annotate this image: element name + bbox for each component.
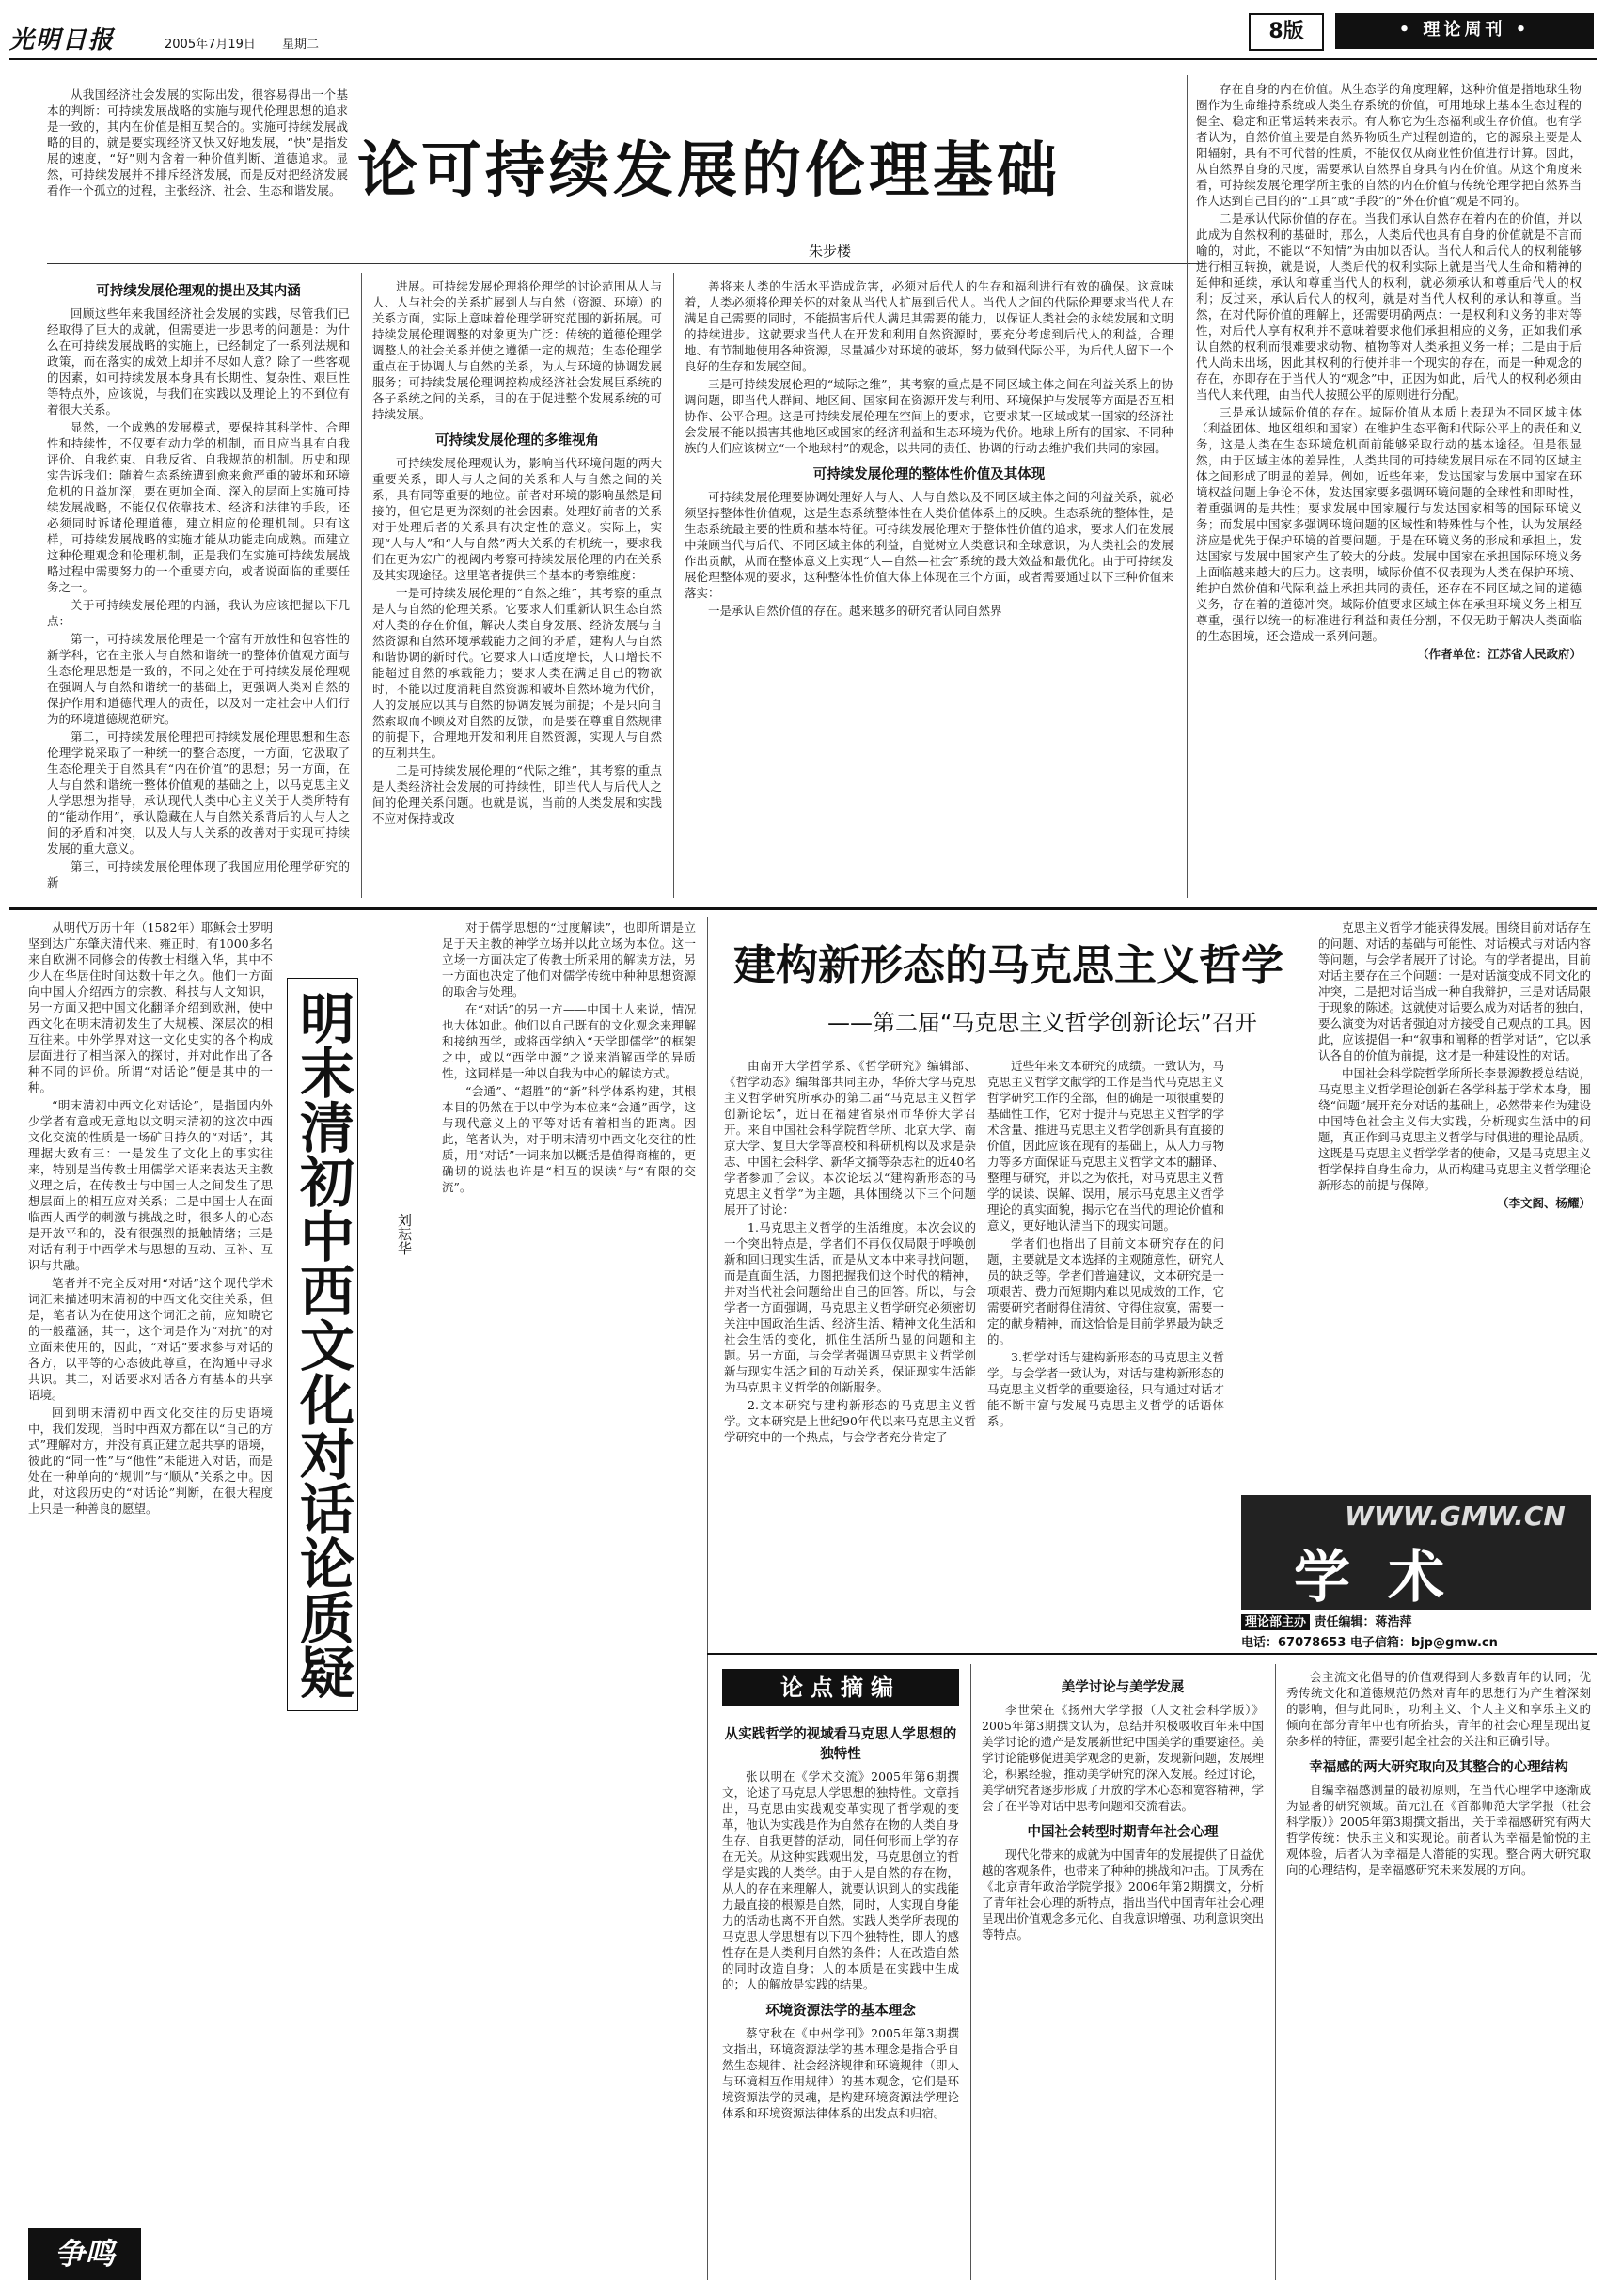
article1-col2 bbox=[372, 278, 662, 828]
article1-subhead-2: 可持续发展伦理的多维视角 bbox=[435, 433, 599, 448]
article3-byline: （李文阁、杨耀） bbox=[1496, 1196, 1591, 1210]
paragraph: 第二，可持续发展伦理把可持续发展伦理思想和生态伦理学说采取了一种统一的整合态度，一方面，它汲取了生态伦理关于自然具有“内在价值”的思想；另一方面，在人与自然和谐统一整体价值观的基础之上，以马克思主义人学思想为指导，承认现代人类中心主义关于人类所特有的“能动作用”，承认隐藏在人与自然关系背后的人与人之间的矛盾和冲突，以及人与人关系的改善对于实现可持续发展的重大意义。 bbox=[47, 730, 350, 856]
paragraph: 三是可持续发展伦理的“域际之维”，其考察的重点是不同区域主体之间在利益关系上的协调问题，即当代人群间、地区间、国家间在资源开发与利用、环境保护与发展等方面是否互相协作、公平合理。这是可持续发展伦理在空间上的要求，它要求某一区域或某一国家的经济社会发展不能以损害其他地区或国家的经济利益和生态环境为代价。地球上所有的国家、不同种族的人们应该树立“一个地球村”的观念，以共同的责任、协调的行动去维护我们共同的家园。 bbox=[685, 377, 1173, 455]
paragraph: 中国社会科学院哲学所所长李景源教授总结说，马克思主义哲学理论创新在各学科基于学术本身，围绕“问题”展开充分对话的基础上，必然带来作为建设中国特色社会主义伟大实践，分析现实生活中的问题，真正作到马克思主义哲学与时俱进的理论品质。这既是马克思主义哲学学者的使命，又是马克思主义哲学保持自身生命力，从而构建马克思主义哲学理论新形态的前提与保障。 bbox=[1318, 1066, 1591, 1192]
divider bbox=[970, 1664, 971, 2280]
paragraph: 3.哲学对话与建构新形态的马克思主义哲学。与会学者一致认为，对话与建构新形态的马克思主义哲学的重要途径，只有通过对话才能不断丰富与发展马克思主义哲学的话语体系。 bbox=[987, 1350, 1224, 1428]
lundian-item-body: 蔡守秋在《中州学刊》2005年第3期撰文指出，环境资源法学的基本理念是指合乎自然生态规律、社会经济规律和环境规律（即人与环境相互作用规律）的基本观念，它们是环境资源法学的灵魂，是构建环境资源法学理论体系和环境资源法律体系的出发点和归宿。 bbox=[722, 2026, 959, 2120]
divider bbox=[361, 273, 362, 898]
section-tab: • 理论周刊 • bbox=[1335, 13, 1594, 49]
article3-title: 建构新形态的马克思主义哲学 bbox=[733, 940, 1284, 990]
divider bbox=[1187, 75, 1188, 898]
paragraph: 近些年来文本研究的成绩。一致认为，马克思主义哲学文献学的工作是当代马克思主义哲学研究工作的全部，但的确是一项很重要的基础性工作，它对于提升马克思主义哲学的学术含量、推进马克思主义哲学创新具有直接的价值，因此应该在现有的基础上，从人力与物力等多方面保证马克思主义哲学文本的翻译、整理与研究，并以之为依托，对马克思主义哲学的误读、误解、误用，展示马克思主义哲学理论的真实面貌，揭示它在当代的理论价值和意义，更好地认清当下的现实问题。 bbox=[987, 1059, 1224, 1233]
divider bbox=[673, 273, 674, 898]
section-rule bbox=[707, 1653, 1597, 1655]
article3-col1 bbox=[724, 1058, 976, 1447]
lundian-item-title: 美学讨论与美学发展 bbox=[1061, 1680, 1185, 1695]
issue-weekday: 星期二 bbox=[282, 38, 320, 52]
paragraph: 二是承认代际价值的存在。当我们承认自然存在着内在的价值，并以此成为自然权利的基础时，那么，人类后代也具有自身的价值就是不言而喻的，对此，不能以“不知情”为由加以否认。当代人和后代人的权利能够进行相互转换，就是说，人类后代的权利实际上就是当代人生命和精神的延伸和延续，承认和尊重当代人的权利，就必须承认和尊重后代人的权利；反过来，承认后代人的权利，就是对当代人权利的承认和尊重。当然，在对代际价值的理解上，还需要明确两点：一是权利和义务的非对等性，对后代人享有权利并不意味着要求他们承担相应的义务，正如我们承认自然的权利而很难要求动物、植物等对人类承担义务一样；二是由于后代人尚未出场，因此其权利的行使并非一个现实的存在，而是一种观念的存在，亦即存在于当代人的“观念”中，正因为如此，后代人的权利必须由当代人来代理，由当代人按照公平的原则进行分配。 bbox=[1196, 212, 1582, 401]
article1-col4 bbox=[1196, 81, 1582, 662]
paragraph: 笔者并不完全反对用“对话”这个现代学术词汇来描述明末清初的中西文化交往关系，但是，笔者认为在使用这个词汇之前，应知晓它的一般蕴涵，其一，这个词是作为“对抗”的对立面来使用的，因此，“对话”要求参与对话的各方，以平等的心态彼此尊重，在沟通中寻求共识。其二，对话要求对话各方有基本的共享语境。 bbox=[28, 1276, 273, 1402]
lundian-item-body: 现代化带来的成就为中国青年的发展提供了日益优越的客观条件，也带来了种种的挑战和冲击。丁凤秀在《北京青年政治学院学报》2006年第2期撰文，分析了青年社会心理的新特点，指出当代中国青年社会心理呈现出价值观念多元化、自我意识增强、功利意识突出等特点。 bbox=[982, 1848, 1264, 1942]
paragraph: 对于儒学思想的“过度解读”，也即所谓是立足于天主教的神学立场并以此立场为本位。这一立场一方面决定了传教士所采用的解读方法，另一方面也决定了他们对儒学传统中种种思想资源的取舍与处理。 bbox=[442, 920, 696, 999]
article1-subhead-3: 可持续发展伦理的整体性价值及其体现 bbox=[812, 467, 1046, 482]
lundian-item-body: 张以明在《学术交流》2005年第6期撰文，论述了马克思人学思想的独特性。文章指出，马克思由实践观变革实现了哲学观的变革，他认为实践是作为自然存在物的人类自身生存、自我更替的活动，同任何形而上学的存在无关。从这种实践观出发，马克思创立的哲学是实践的人类学。由于人是自然的存在物，从人的存在来理解人，就要认识到人的实践能力最直接的根源是自然，同时，人实现自身能力的活动也离不开自然。实践人类学所表现的马克思人学思想有以下四个独特性，即人的感性存在是人类利用自然的条件；人在改造自然的同时改造自身；人的本质是在实践中生成的；人的解放是实践的结果。 bbox=[722, 1769, 959, 1991]
lundian-item-title: 从实践哲学的视域看马克思人学思想的独特性 bbox=[724, 1727, 957, 1762]
paragraph: 三是承认域际价值的存在。域际价值从本质上表现为不同区域主体（利益团体、地区组织和国家）在维护生态平衡和代际公平上的责任和义务，这是人类在生态环境危机面前能够采取行动的基本途径。但是很显然，由于区域主体的差异性，人类共同的可持续发展目标在不同的区域主体之间形成了明显的差异。例如，近些年来，发达国家与发展中国家在环境权益问题上争论不休，发达国家要多强调环境问题的全球性和即时性，着重强调的是共性；要求发展中国家履行与发达国家相等的国际环境义务；而发展中国家多强调环境问题的区域性和特殊性与个性，认为发展经济应是优先于保护环境的首要问题。于是在环境义务的形成和承担上，发达国家与发展中国家产生了较大的分歧。发展中国家在承担国际环境义务上面临越来越大的压力。这表明，域际价值不仅表现为人类在保护环境、维护自然价值和代际利益上承担共同的责任，还存在不同区域之间的道德义务，存在着的道德冲突。域际价值要求区域主体在承担环境义务上相互尊重，强行以统一的标准进行利益和责任分割，不仅无助于解决人类面临的生态困境，还会造成一系列问题。 bbox=[1196, 405, 1582, 643]
divider bbox=[707, 917, 708, 2280]
lundian-item-title: 幸福感的两大研究取向及其整合的心理结构 bbox=[1309, 1760, 1568, 1775]
issue-date: 2005年7月19日 bbox=[165, 38, 256, 52]
article1-author: 朱步楼 bbox=[809, 243, 852, 259]
article2-author: 刘耘华 bbox=[396, 1213, 413, 1255]
paragraph: 一是可持续发展伦理的“自然之维”，其考察的重点是人与自然的伦理关系。它要求人们重新认识生态自然对人类的存在价值，解决人类自身发展、经济发展与自然资源和自然环境承载能力之间的矛盾，建构人与自然和谐协调的新时代。它要求人口适度增长，人口增长不能超过自然的承载能力；要求人类在满足自己的物欲时，不能以过度消耗自然资源和破坏自然环境为代价，人的发展应以其与自然的协调发展为前提；不是只向自然索取而不顾及对自然的反馈，而是要在尊重自然规律的前提下，合理地开发和利用自然资源，实现人与自然的互利共生。 bbox=[372, 586, 662, 760]
zhengming-badge bbox=[28, 2228, 141, 2280]
lundian-item-body: 李世荣在《扬州大学学报（人文社会科学版）》2005年第3期撰文认为，总结并积极吸收百年来中国美学讨论的遗产是发展新世纪中国美学的重要途径。美学讨论能够促进美学观念的更新，发现新问题，发展理论，积累经验，推动美学研究的深入发展。经过讨论，美学研究者逐步形成了开放的学术心态和宽容精神，学会了在平等对话中思考问题和交流看法。 bbox=[982, 1703, 1264, 1813]
paragraph: 二是可持续发展伦理的“代际之维”，其考察的重点是人类经济社会发展的可持续性，即当代人与后代人之间的伦理关系问题。也就是说，当前的人类发展和实践不应对保持或改 bbox=[372, 763, 662, 826]
article2-col2 bbox=[442, 920, 696, 2236]
paragraph: 1.马克思主义哲学的生活维度。本次会议的一个突出特点是，学者们不再仅仅局限于呼唤创新和回归现实生活，而是从文本中来寻找问题，而是直面生活，力图把握我们这个时代的精神，并对当代社会问题给出自己的回答。所以，与会学者一方面强调，马克思主义哲学研究必须密切关注中国政治生活、经济生活、精神文化生活和社会生活的变化，抓住生活所凸显的问题和主题。另一方面，与会学者强调马克思主义哲学创新与现实生活之间的互动关系，保证现实生活能为马克思主义哲学的创新服务。 bbox=[724, 1220, 976, 1394]
lundian-header-text: 论点摘编 bbox=[780, 1675, 901, 1701]
article1-intro bbox=[47, 86, 348, 200]
paragraph: 显然，一个成熟的发展模式，要保持其科学性、合理性和持续性，不仅要有动力学的机制，而且应当具有自我评价、自我约束、自我反省、自我规范的机制。历史和现实告诉我们：随着生态系统遭到愈来愈严重的破坏和环境危机的日益加深，要在更加全面、深入的层面上实施可持续发展战略，不能仅仅依靠技术、经济和法律的手段，还必须同时诉诸伦理道德，建立相应的伦理机制。只有这样，可持续发展战略的实施才能从功能走向成熟。而建立这种伦理观念和伦理机制，正是我们在实施可持续发展战略过程中需要努力的一个重要方向，或者说面临的重要任务之一。 bbox=[47, 420, 350, 594]
lundian-item-body: 自编幸福感测量的最初原则，在当代心理学中逐渐成为显著的研究领域。苗元江在《首都师范大学学报（社会科学版）》2005年第3期撰文指出，关于幸福感研究有两大哲学传统：快乐主义和实现论。前者认为幸福是愉悦的主观体验，后者认为幸福是人潜能的实现。整合两大研究取向的心理结构，是幸福感研究未来发展的方向。 bbox=[1286, 1783, 1591, 1877]
article1-col1 bbox=[47, 273, 350, 892]
xueshu-banner bbox=[1241, 1495, 1591, 1610]
paragraph: 克思主义哲学才能获得发展。围绕目前对话存在的问题、对话的基础与可能性、对话模式与对话内容等问题，与会学者展开了讨论。有的学者提出，目前对话主要存在三个问题：一是对话演变成不同文化的冲突，二是把对话当成一种自我辩护，三是对话局限于现象的陈述。这就使对话要么成为对话者的独白，要么演变为对话者强迫对方接受自己观点的工具。因此，应该提倡一种“叙事和阐释的哲学对话”，它以承认各自的价值为前提，这才是一种建设性的对话。 bbox=[1318, 920, 1591, 1062]
article3-col3 bbox=[1318, 920, 1591, 1211]
paragraph: 善将来人类的生活水平造成危害，必须对后代人的生存和福利进行有效的确保。这意味着，人类必须将伦理关怀的对象从当代人扩展到后代人。当代人之间的代际伦理要求当代人在满足自己需要的同时，不能损害后代人满足其需要的能力，以保证人类社会的永续发展和文明的持续进步。这就要求当代人在开发和利用自然资源时，要充分考虑到后代人的利益，合理地、有节制地使用各种资源，尽量减少对环境的破坏，努力做到代际公平，为后代人留下一个良好的生存和发展空间。 bbox=[685, 279, 1173, 373]
article1-byline: （作者单位：江苏省人民政府） bbox=[1416, 647, 1582, 661]
lundian-col3-top: 会主流文化倡导的价值观得到大多数青年的认同；优秀传统文化和道德规范仍然对青年的思想行为产生着深刻的影响，但与此同时，功利主义、个人主义和享乐主义的倾向在部分青年中也有所抬头，青年的社会心理呈现出复杂多样的特征，需要引起全社会的关注和正确引导。 bbox=[1286, 1670, 1591, 1748]
lundian-item-title: 中国社会转型时期青年社会心理 bbox=[1027, 1825, 1219, 1840]
paragraph: 关于可持续发展伦理的内涵，我认为应该把握以下几点： bbox=[47, 598, 350, 628]
paragraph: 2.文本研究与建构新形态的马克思主义哲学。文本研究是上世纪90年代以来马克思主义哲学研究中的一个热点，与会学者充分肯定了 bbox=[724, 1398, 976, 1444]
banner-editor-row bbox=[1241, 1612, 1591, 1629]
article3-subtitle: ——第二届“马克思主义哲学创新论坛”召开 bbox=[827, 1010, 1257, 1036]
paragraph: 在“对话”的另一方——中国士人来说，情况也大体如此。他们以自己既有的文化观念来理解和接纳西学，或将西学纳入“天学即儒学”的框架之中，或以“西学中源”之说来消解西学的异质性，这同样是一种以自我为中心的解读方式。 bbox=[442, 1002, 696, 1080]
zhengming-label: 争鸣 bbox=[54, 2236, 115, 2272]
article1-title: 论可持续发展的伦理基础 bbox=[357, 136, 1061, 206]
lundian-col3 bbox=[1286, 1669, 1591, 2280]
lundian-col1 bbox=[722, 1716, 959, 2280]
paragraph: “明末清初中西文化对话论”，是指国内外少学者有意或无意地以文明末清初的这次中西文化交流的性质是一场矿日持久的“对话”，其理据大致有三：一是发生了文化上的事实往来，特别是当传教士用儒学术语来表达天主教义理之后，在传教士与中国士人之间发生了思想层面上的相互应对关系；二是中国士人在面临西人西学的刺激与挑战之时，很多人的心态是开放平和的，没有很强烈的抵触情绪；三是对话有利于中西学术与思想的互动、互补、互识与共融。 bbox=[28, 1098, 273, 1272]
paragraph: 由南开大学哲学系、《哲学研究》编辑部、《哲学动态》编辑部共同主办，华侨大学马克思主义哲学研究所承办的第二届“马克思主义哲学创新论坛”，近日在福建省泉州市华侨大学召开。来自中国社会科学院哲学所、北京大学、南京大学、复旦大学等高校和科研机构以及求是杂志、中国社会科学、新华文摘等杂志社的近40名学者参加了会议。本次论坛以“建构新形态的马克思主义哲学”为主题，具体围绕以下三个问题展开了讨论： bbox=[724, 1059, 976, 1217]
article2-title: 明末清初中西文化对话论质疑 bbox=[287, 978, 358, 1711]
masthead-rule bbox=[9, 58, 1597, 60]
paragraph: 一是承认自然价值的存在。越来越多的研究者认同自然界 bbox=[708, 604, 1002, 618]
paragraph: “会通”、“超胜”的“新”科学体系构建，其根本目的仍然在于以中学为本位来“会通”西学，这与现代意义上的平等对话有着相当的距离。因此，笔者认为，对于明末清初中西文化交往的性质，用“对话”一词来加以概括是值得商榷的，更确切的说法也许是“相互的误读”与“有限的交流”。 bbox=[442, 1084, 696, 1194]
banner-editor-label: 理论部主办 bbox=[1241, 1614, 1310, 1630]
article1-intro-text: 从我国经济社会发展的实际出发，很容易得出一个基本的判断：可持续发展战略的实施与现代伦理思想的追求是一致的，其内在价值是相互契合的。实施可持续发展战略的目的，就是要实现经济又快又好地发展，“快”是指发展的速度，“好”则内含着一种价值判断、道德追求。显然，可持续发展并不排斥经济发展，而是反对把经济发展看作一个孤立的过程，主张经济、社会、生态和谐发展。 bbox=[47, 87, 348, 197]
page-number: 8版 bbox=[1249, 13, 1324, 51]
section-rule bbox=[9, 907, 1597, 910]
lundian-item-title: 环境资源法学的基本理念 bbox=[765, 2004, 916, 2019]
paragraph: 存在自身的内在价值。从生态学的角度理解，这种价值是指地球生物圈作为生命维持系统或人类生存系统的价值，可用地球上基本生态过程的健全、稳定和正常运转来表示。有人称它为生态福利或生存价值。也有学者认为，自然价值主要是自然界物质生产过程创造的，它的源泉主要是太阳辐射，具有不可代替的性质，不能仅仅从商业性价值进行计算。因此，从自然界自身的尺度，需要承认自然界自身具有内在价值。从这个角度来看，可持续发展伦理学所主张的自然的内在价值与传统伦理学把自然界当作人达到自己目的的“工具”或“手段”的“外在价值”观是不同的。 bbox=[1196, 82, 1582, 208]
article1-title-rule bbox=[47, 263, 1204, 264]
lundian-col2 bbox=[982, 1669, 1264, 2280]
article2-col1 bbox=[28, 920, 273, 2217]
paragraph: 进展。可持续发展伦理将伦理学的讨论范围从人与人、人与社会的关系扩展到人与自然（资源、环境）的关系方面，实际上意味着伦理学研究范围的新拓展。可持续发展伦理调整的对象更为广泛：传统的道德伦理学调整人的社会关系并使之遵循一定的规范；生态伦理学重点在于协调人与自然的关系，为人与环境的协调发展服务；可持续发展伦理调控构成经济社会发展巨系统的各子系统之间的关系，目的在于促进整个发展系统的可持续发展。 bbox=[372, 279, 662, 421]
divider bbox=[1275, 1664, 1276, 2280]
article1-subhead-1: 可持续发展伦理观的提出及其内涵 bbox=[96, 284, 301, 299]
banner-editor: 责任编辑：蒋浩萍 bbox=[1314, 1615, 1412, 1629]
paragraph: 第一，可持续发展伦理是一个富有开放性和包容性的新学科，它在主张人与自然和谐统一的整体价值观方面与生态伦理思想是一致的，不同之处在于可持续发展伦理观在强调人与自然和谐统一的基础上，更强调人类对自然的保护作用和道德代理人的责任，以及对一定社会中人们行为的环境道德规范研究。 bbox=[47, 632, 350, 726]
paragraph: 回顾这些年来我国经济社会发展的实践，尽管我们已经取得了巨大的成就，但需要进一步思考的问题是：为什么在可持续发展战略的实施上，已经制定了一系列法规和政策，而在落实的成效上却并不尽如人意？除了一些客观的因素，如可持续发展本身具有长期性、复杂性、艰巨性等特点外，应该说，与我们在实践以及理论上的不到位有着很大关系。 bbox=[47, 307, 350, 417]
paragraph: 可持续发展伦理要协调处理好人与人、人与自然以及不同区域主体之间的利益关系，就必须坚持整体性价值观，这是生态系统整体性在人类价值体系上的反映。生态系统的整体性，是生态系统最主要的性质和基本特征。可持续发展伦理对于整体性价值的追求，要求人们在发展中兼顾当代与后代、不同区域主体的利益，自觉树立人类意识和全球意识，为人类社会的发展作出贡献，从而在整体意义上实现“人—自然—社会”系统的最大效益和最优化。由于可持续发展伦理整体观的要求，这种整体性价值大体上体现在三个方面，或者需要通过以下三种价值来落实： bbox=[685, 490, 1173, 600]
paragraph: 回到明末清初中西文化交往的历史语境中，我们发现，当时中西双方都在以“自己的方式”理解对方，并没有真正建立起共享的语境，彼此的“同一性”与“他性”未能进入对话，而是处在一种单向的“规训”与“顺从”关系之中。因此，对这段历史的“对话论”判断，在很大程度上只是一种善良的愿望。 bbox=[28, 1406, 273, 1516]
banner-url: WWW.GMW.CN bbox=[1345, 1501, 1566, 1532]
banner-title: 学术 bbox=[1294, 1545, 1482, 1611]
paragraph: 第三，可持续发展伦理体现了我国应用伦理学研究的新 bbox=[47, 859, 350, 889]
article1-col3 bbox=[685, 278, 1173, 621]
lundian-header bbox=[722, 1669, 959, 1706]
paragraph: 可持续发展伦理观认为，影响当代环境问题的两大重要关系，即人与人之间的关系和人与自然之间的关系，具有同等重要的地位。前者对环境的影响虽然是间接的，但它是更为深刻的社会因素。处理好前者的关系对于处理后者的关系具有决定性的意义。实际上，实现“人与人”和“人与自然”两大关系的有机统一，要求我们在更为宏广的视阈内考察可持续发展伦理的内在关系及其实现途径。这里笔者提供三个基本的考察维度： bbox=[372, 456, 662, 582]
article3-col2 bbox=[987, 1058, 1224, 1431]
paragraph: 学者们也指出了目前文本研究存在的问题，主要就是文本选择的主观随意性，研究人员的缺乏等。学者们普遍建议，文本研究是一项艰苦、费力而短期内难以见成效的工作，它需要研究者耐得住清贫、守得住寂寞，需要一定的献身精神，而这恰恰是目前学界最为缺乏的。 bbox=[987, 1236, 1224, 1346]
paragraph: 从明代万历十年（1582年）耶稣会士罗明坚到达广东肇庆清代来、雍正时，有1000多名来自欧洲不同修会的传教士相继入华，其中不少人在华居住时间达数十年之久。他们一方面向中国人介绍西方的宗教、科技与人文知识，另一方面又把中国文化翻译介绍到欧洲，使中西文化在明末清初发生了大规模、深层次的相互往来。中外学界对这一文化史实的各个构成层面进行了相当深入的探讨，并对此作出了各种不同的评价。所谓“对话论”便是其中的一种。 bbox=[28, 920, 273, 1094]
banner-contact: 电话：67078653 电子信箱：bjp@gmw.cn bbox=[1241, 1636, 1498, 1650]
newspaper-logo: 光明日报 bbox=[9, 26, 116, 55]
